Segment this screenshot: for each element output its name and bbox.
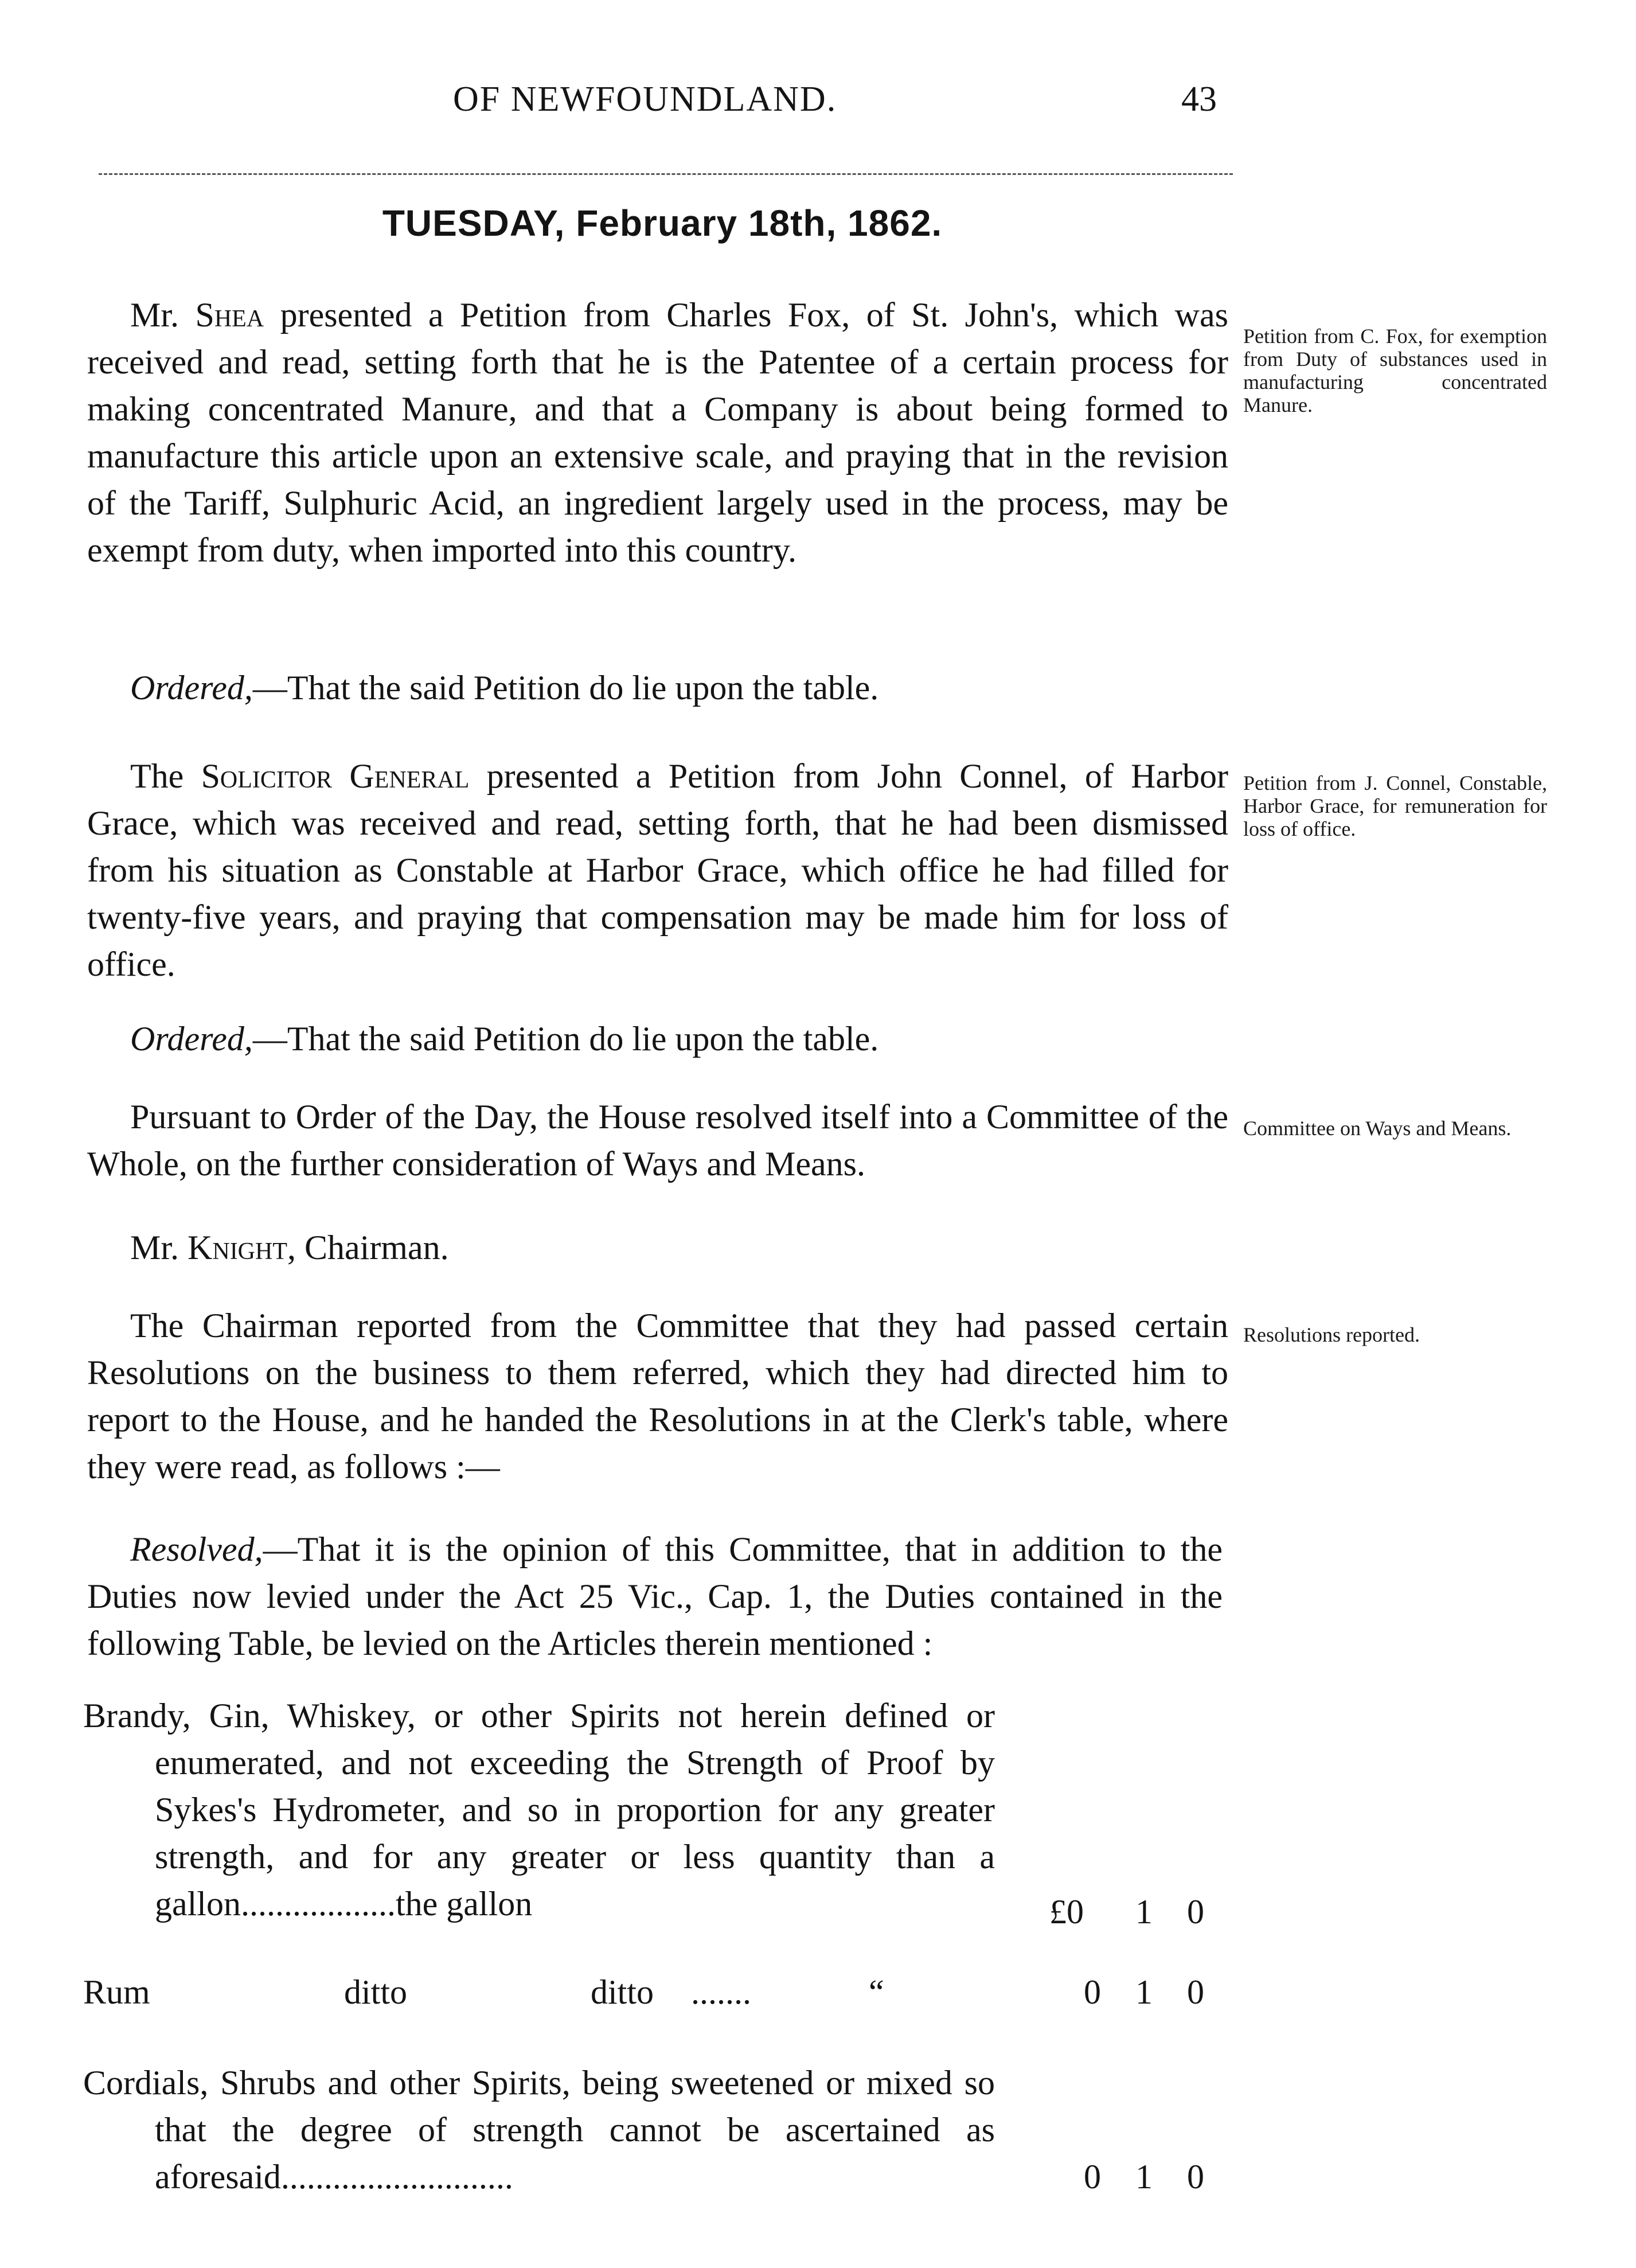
dot-leader: ....... xyxy=(691,1973,751,2011)
honorific: Mr. xyxy=(130,1229,188,1267)
amount-shillings: 1 xyxy=(1135,2158,1153,2196)
margin-note-committee: Committee on Ways and Means. xyxy=(1243,1117,1512,1140)
table-row xyxy=(83,2059,995,2200)
order-paragraph xyxy=(87,664,1228,711)
date-heading: TUESDAY, February 18th, 1862. xyxy=(382,202,943,244)
petition-fox-paragraph xyxy=(87,291,1228,574)
order-label: Ordered, xyxy=(130,669,253,707)
amount-pounds: £0 xyxy=(1049,1893,1084,1931)
running-title: OF NEWFOUNDLAND. xyxy=(453,80,837,119)
resolved-paragraph xyxy=(87,1526,1223,1667)
paragraph-text: —That it is the opinion of this Committee, that in addition to the Duties now levied under the Act 25 Vic., Cap. 1, the Duties contained in the following Table, be levied on the Articles therein mentioned : xyxy=(87,1530,1223,1662)
running-head xyxy=(92,79,1239,137)
ditto-mark: ditto xyxy=(344,1973,408,2011)
petition-connel-paragraph xyxy=(87,753,1228,988)
ditto-mark: ditto xyxy=(591,1973,654,2011)
header-rule xyxy=(99,173,1233,175)
committee-paragraph xyxy=(87,1093,1228,1187)
amount-shillings: 1 xyxy=(1135,1893,1153,1931)
dot-leader: ........................... xyxy=(280,2158,513,2196)
article-word: The xyxy=(130,757,201,795)
page-number: 43 xyxy=(1181,80,1217,119)
speaker-name: Shea xyxy=(195,296,264,334)
report-paragraph xyxy=(87,1302,1228,1490)
margin-note-fox: Petition from C. Fox, for exemption from Duty of substances used in manufacturing concentrated Manure. xyxy=(1243,325,1547,416)
speaker-name: Solicitor General xyxy=(201,757,470,795)
amount-pence: 0 xyxy=(1187,1973,1204,2011)
amount-pounds: 0 xyxy=(1084,1973,1101,2011)
item-text: Cordials, Shrubs and other Spirits, being sweetened or mixed so that the degree of strength cannot be ascertained as aforesaid xyxy=(83,2064,995,2196)
paragraph-text: The Chairman reported from the Committee that they had passed certain Resolutions on the business to them referred, which they had directed him to report to the House, and he handed the Resolutions in at the Clerk's table, where they were read, as follows :— xyxy=(87,1307,1228,1486)
order-paragraph xyxy=(87,1015,1228,1062)
amount-shillings: 1 xyxy=(1135,1973,1153,2011)
paragraph-text: presented a Petition from Charles Fox, of St. John's, which was received and read, setting forth that he is the Patentee of a certain process for making concentrated Manure, and that a Company is about being formed to manufacture this article upon an extensive scale, and praying that in the revision of the Tariff, Sulphuric Acid, an ingredient largely used in the process, may be exempt from duty, when imported into this country. xyxy=(87,296,1228,569)
resolved-label: Resolved, xyxy=(130,1530,263,1568)
order-text: —That the said Petition do lie upon the table. xyxy=(252,669,879,707)
dot-leader: .................. xyxy=(240,1885,396,1923)
paragraph-text: , Chairman. xyxy=(287,1229,449,1267)
item-description xyxy=(83,2059,995,2200)
table-row xyxy=(83,1969,1287,2016)
table-row xyxy=(83,1692,995,1927)
amount-pence: 0 xyxy=(1187,2158,1204,2196)
paragraph-text: Pursuant to Order of the Day, the House resolved itself into a Committee of the Whole, on the further consideration of Ways and Means. xyxy=(87,1098,1228,1183)
honorific: Mr. xyxy=(130,296,196,334)
item-unit: “ xyxy=(869,1973,884,2011)
chairman-line xyxy=(87,1224,1228,1271)
amount-pence: 0 xyxy=(1187,1893,1204,1931)
item-article: Rum xyxy=(83,1973,150,2011)
speaker-name: Knight xyxy=(188,1229,287,1267)
amount-pounds: 0 xyxy=(1084,2158,1101,2196)
item-unit: the gallon xyxy=(395,1885,533,1923)
item-text: Brandy, Gin, Whiskey, or other Spirits not herein defined or enumerated, and not exceeding the Strength of Proof by Sykes's Hydrometer, and so in proportion for any greater strength, and for any greater or less quantity than a gallon xyxy=(83,1697,995,1923)
order-label: Ordered, xyxy=(130,1020,253,1058)
margin-note-connel: Petition from J. Connel, Constable, Harbor Grace, for remuneration for loss of office. xyxy=(1243,771,1547,840)
item-description xyxy=(83,1692,995,1927)
order-text: —That the said Petition do lie upon the table. xyxy=(252,1020,879,1058)
margin-note-resolutions: Resolutions reported. xyxy=(1243,1323,1420,1346)
paragraph-text: presented a Petition from John Connel, of Harbor Grace, which was received and read, setting forth, that he had been dismissed from his situation as Constable at Harbor Grace, which office he had filled for twenty-five years, and praying that compensation may be made him for loss of office. xyxy=(87,757,1229,983)
